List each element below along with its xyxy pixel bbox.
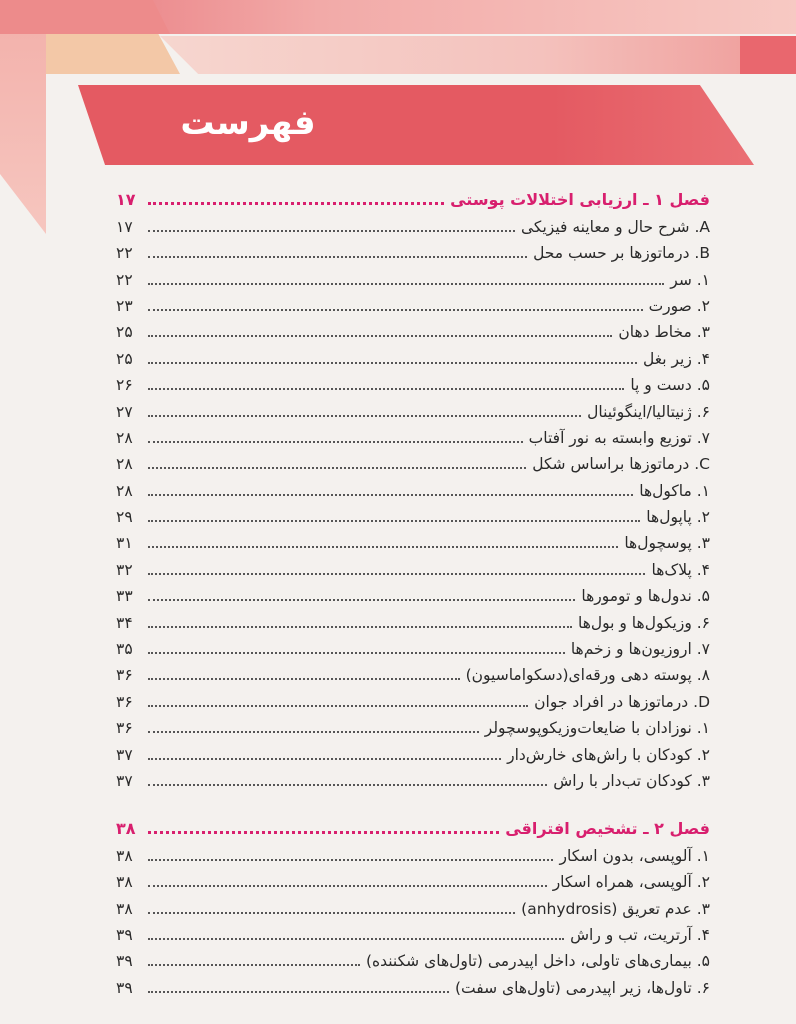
page-number: ۲۲ (116, 270, 133, 289)
toc-entry[interactable] (116, 316, 710, 342)
page-number: ۳۸ (116, 873, 133, 892)
toc-entry[interactable] (116, 422, 710, 448)
entry-label: ۱. ماکول‌ها (639, 481, 710, 500)
toc-entry[interactable] (116, 553, 710, 579)
toc-entry[interactable] (116, 892, 710, 918)
chapter-title: فصل ۱ ـ ارزیابی اختلالات پوستی (450, 190, 710, 210)
entry-label: ۶. تاول‌ها، زیر اپیدرمی (تاول‌های سفت) (454, 978, 710, 997)
toc-entry[interactable] (116, 971, 710, 997)
page-number: ۲۹ (116, 508, 133, 527)
toc-entry[interactable] (116, 839, 710, 865)
page-number: ۳۶ (116, 719, 133, 738)
entry-label: A. شرح حال و معاینه فیزیکی (520, 217, 710, 236)
entry-label: B. درماتوزها بر حسب محل (533, 244, 710, 263)
chapter-entries-list (116, 839, 710, 997)
dot-leader (148, 938, 564, 940)
header-stripe-pink (160, 36, 796, 74)
entry-label: ۵. دست و پا (630, 376, 710, 395)
dot-leader (148, 626, 572, 628)
entry-label: ۶. ژنیتالیا/اینگوئینال (587, 402, 710, 421)
page-number: ۳۶ (116, 666, 133, 685)
chapter-entries-list (116, 210, 710, 791)
dot-leader (148, 599, 575, 601)
dot-leader (148, 362, 637, 364)
dot-leader (148, 991, 449, 993)
dot-leader (148, 415, 581, 417)
page-number: ۲۲ (116, 244, 133, 263)
toc-entry[interactable] (116, 448, 710, 474)
entry-label: ۴. پلاک‌ها (651, 560, 710, 579)
page-number: ۲۶ (116, 376, 133, 395)
entry-label: ۷. اروزیون‌ها و زخم‌ها (570, 640, 710, 659)
dot-leader (148, 573, 645, 575)
dot-leader (148, 964, 360, 966)
page-number: ۲۳ (116, 296, 133, 315)
table-of-contents (116, 184, 710, 998)
dot-leader (148, 912, 515, 914)
page-number: ۳۱ (116, 534, 133, 553)
entry-label: ۲. آلوپسی، همراه اسکار (552, 873, 710, 892)
page-number: ۲۵ (116, 323, 133, 342)
entry-label: ۴. آرتریت، تب و راش (570, 925, 710, 944)
toc-entry[interactable] (116, 919, 710, 945)
page-number: ۲۸ (116, 455, 133, 474)
toc-entry[interactable] (116, 527, 710, 553)
page-number: ۲۷ (116, 402, 133, 421)
dot-leader (148, 705, 528, 707)
entry-label: D. درماتوزها در افراد جوان (534, 692, 710, 711)
page-number: ۳۹ (116, 978, 133, 997)
page-number: ۳۷ (116, 771, 133, 790)
toc-entry[interactable] (116, 738, 710, 764)
page-number: ۳۹ (116, 925, 133, 944)
entry-label: ۱. سر (670, 270, 710, 289)
entry-label: ۱. آلوپسی، بدون اسکار (559, 846, 710, 865)
page-number: ۳۴ (116, 613, 133, 632)
page-number: ۳۹ (116, 952, 133, 971)
toc-entry[interactable] (116, 210, 710, 236)
entry-label: ۳. پوسچول‌ها (624, 534, 710, 553)
page-number: ۲۸ (116, 428, 133, 447)
entry-label: ۷. توزیع وابسته به نور آفتاب (528, 428, 710, 447)
chapter-heading[interactable] (116, 813, 710, 839)
page-number: ۱۷ (116, 217, 133, 236)
toc-entry[interactable] (116, 659, 710, 685)
dot-leader (148, 520, 640, 522)
page-number: ۳۷ (116, 745, 133, 764)
entry-label: ۲. صورت (648, 296, 710, 315)
dot-leader (148, 885, 547, 887)
dot-leader (148, 546, 618, 548)
dot-leader (148, 467, 526, 469)
header-stripe-red (740, 36, 796, 74)
toc-entry[interactable] (116, 945, 710, 971)
toc-entry[interactable] (116, 474, 710, 500)
toc-entry[interactable] (116, 369, 710, 395)
header-stripe-corner (0, 0, 170, 34)
entry-label: ۱. نوزادان با ضایعات‌وزیکوپوسچولر (484, 719, 710, 738)
entry-label: ۲. پاپول‌ها (646, 508, 710, 527)
page-number: ۲۸ (116, 481, 133, 500)
page-number: ۲۵ (116, 349, 133, 368)
page-number: ۳۲ (116, 560, 133, 579)
entry-label: ۵. ندول‌ها و تومورها (581, 587, 710, 606)
page-title: فهرست (180, 103, 316, 143)
left-edge-stripe (0, 34, 46, 234)
entry-label: ۲. کودکان با راش‌های خارش‌دار (507, 745, 710, 764)
page-number: ۳۵ (116, 640, 133, 659)
dot-leader (148, 335, 612, 337)
chapter-spacer (116, 791, 710, 813)
dot-leader (148, 831, 499, 834)
dot-leader (148, 441, 523, 443)
dot-leader (148, 283, 664, 285)
toc-entry[interactable] (116, 580, 710, 606)
toc-entry[interactable] (116, 765, 710, 791)
toc-entry[interactable] (116, 866, 710, 892)
dot-leader (148, 758, 501, 760)
page-number: ۳۸ (116, 846, 133, 865)
entry-label: ۳. مخاط دهان (618, 323, 710, 342)
entry-label: ۳. عدم تعریق (anhydrosis) (521, 899, 710, 918)
toc-entry[interactable] (116, 712, 710, 738)
page-number: ۳۸ (116, 899, 133, 918)
dot-leader (148, 309, 643, 311)
page-number: ۳۸ (116, 819, 136, 839)
dot-leader (148, 388, 624, 390)
entry-label: ۶. وزیکول‌ها و بول‌ها (577, 613, 710, 632)
toc-entry[interactable] (116, 633, 710, 659)
dot-leader (148, 494, 633, 496)
toc-entry[interactable] (116, 395, 710, 421)
entry-label: C. درماتوزها براساس شکل (532, 455, 710, 474)
chapter-title: فصل ۲ ـ تشخیص افتراقی (505, 819, 710, 839)
toc-entry[interactable] (116, 342, 710, 368)
dot-leader (148, 859, 553, 861)
dot-leader (148, 784, 547, 786)
dot-leader (148, 202, 444, 205)
toc-entry[interactable] (116, 685, 710, 711)
page-number: ۳۳ (116, 587, 133, 606)
toc-entry[interactable] (116, 263, 710, 289)
entry-label: ۴. زیر بغل (643, 349, 710, 368)
toc-entry[interactable] (116, 606, 710, 632)
toc-entry[interactable] (116, 237, 710, 263)
toc-entry[interactable] (116, 290, 710, 316)
page-number: ۳۶ (116, 692, 133, 711)
dot-leader (148, 230, 515, 232)
entry-label: ۳. کودکان تب‌دار با راش (553, 771, 710, 790)
toc-entry[interactable] (116, 501, 710, 527)
dot-leader (148, 731, 479, 733)
dot-leader (148, 652, 565, 654)
entry-label: ۸. پوسته دهی ورقه‌ای(دسکواماسیون) (465, 666, 710, 685)
page-number: ۱۷ (116, 190, 136, 210)
dot-leader (148, 256, 527, 258)
entry-label: ۵. بیماری‌های تاولی، داخل اپیدرمی (تاول‌های شکننده) (365, 952, 710, 971)
dot-leader (148, 678, 460, 680)
chapter-heading[interactable] (116, 184, 710, 210)
